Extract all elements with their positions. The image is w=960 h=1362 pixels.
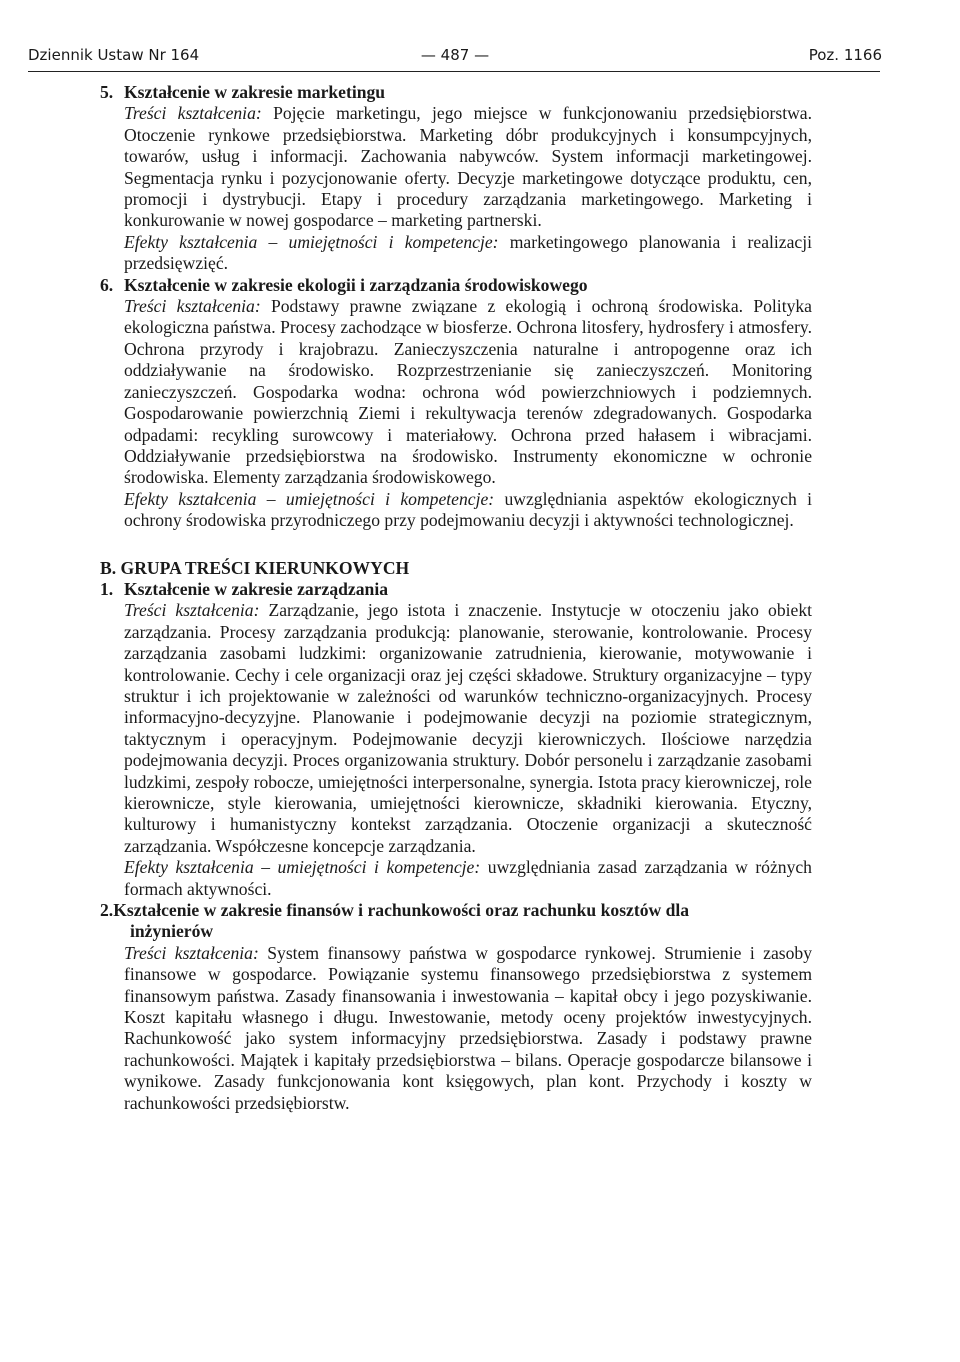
section-heading-6: 6. Kształcenie w zakresie ekologii i zarządzania środowiskowego <box>100 274 588 295</box>
header-rule <box>28 71 880 72</box>
section-6-content: Treści kształcenia: Podstawy prawne związane z ekologią i ochroną środowiska. Polityka ekologiczna państwa. Procesy zachodzące w biosferze. Ochrona litosfery, hydrosfery i atmosfery. Ochrona przyrody i krajobrazu. Zanieczyszczenia naturalne i antropogenne oraz ich oddziaływanie na środowisko. Rozprzestrzenianie się zanieczyszczeń. Monitoring zanieczyszczeń. Gospodarka wodna: ochrona wód powierzchniowych i podziemnych. Gospodarowanie powierzchnią Ziemi i rekultywacja terenów zdegradowanych. Gospodarka odpadami: recykling surowcowy i materiałowy. Ochrona przed hałasem i wibracjami. Oddziaływanie przedsiębiorstwa na środowisko. Instrumenty ekonomiczne w ochronie środowiska. Elementy zarządzania środowiskowego. <box>124 296 812 488</box>
page-header <box>28 46 882 68</box>
group-section-1-content: Treści kształcenia: Zarządzanie, jego istota i znaczenie. Instytucje w otoczeniu jako obiekt zarządzania. Procesy zarządzania produkcją: planowanie, sterowanie, kontrolowanie. Procesy zarządzania zasobami ludzkimi: organizowanie zatrudnienia, kierowanie, motywowanie i kontrolowanie. Cechy i cele organizacji oraz jej części składowe. Struktury organizacyjne – typy struktur i ich projektowanie w zależności od warunków techniczno-organizacyjnych. Procesy informacyjno-decyzyjne. Planowanie i podejmowanie decyzji na poziomie strategicznym, taktycznym i operacyjnym. Podejmowanie decyzji kierowniczych. Ilościowe narzędzia podejmowania decyzji. Proces organizowania struktury. Dobór personelu i zarządzanie zasobami ludzkimi, zespoły robocze, umiejętności interpersonalne, synergia. Istota pracy kierowniczej, role kierownicze, style kierowania, umiejętności kierownicze, składniki kierowania. Etyczny, kulturowy i humanistyczny kontekst zarządzania. Otoczenie organizacji a skuteczność zarządzania. Współczesne koncepcje zarządzania. <box>124 600 813 856</box>
section-5-content: Treści kształcenia: Pojęcie marketingu, jego miejsce w funkcjonowaniu przedsiębiorstwa. Otoczenie rynkowe przedsiębiorstwa. Marketing dóbr produkcyjnych i konsumpcyjnych, towarów, usług i informacji. Zachowania nabywców. System informacji marketingowej. Segmentacja rynku i pozycjonowanie oferty. Decyzje marketingowe dotyczące produktu, cen, promocji i dystrybucji. Etapy i procedury zarządzania marketingowego. Marketing i konkurowanie w nowej gospodarce – marketing partnerski. <box>124 103 812 231</box>
journal-name: Dziennik Ustaw Nr 164 <box>28 46 200 64</box>
section-heading-5: 5. Kształcenie w zakresie marketingu <box>100 82 386 102</box>
group-heading: B. GRUPA TREŚCI KIERUNKOWYCH <box>100 557 410 578</box>
group-section-2-content: Treści kształcenia: System finansowy państwa w gospodarce rynkowej. Strumienie i zasoby finansowe w gospodarce. Powiązanie systemu finansowego przedsiębiorstwa z systemem finansowym państwa. Zasady finansowania i inwestowania – kapitał obcy i jego pozyskiwanie. Koszt kapitału własnego i długu. Inwestowanie, metody oceny projektów inwestycyjnych. Rachunkowość jako system informacyjny przedsiębiorstwa. Zasady i podstawy prawne rachunkowości. Majątek i kapitały przedsiębiorstwa – bilans. Operacje gospodarcze bilansowe i wynikowe. Zasady funkcjonowania kont księgowych, plan kont. Przychody i koszty w rachunkowości przedsiębiorstw. <box>124 942 812 1113</box>
group-section-heading-1: 1. Kształcenie w zakresie zarządzania <box>100 578 389 599</box>
section-5-effects: Efekty kształcenia – umiejętności i kompetencje: marketingowego planowania i realizacji przedsięwzięć. <box>124 231 812 274</box>
document-body <box>100 82 812 1114</box>
group-section-1-effects: Efekty kształcenia – umiejętności i kompetencje: uwzględniania zasad zarządzania w różnych formach aktywności. <box>124 857 812 899</box>
group-section-heading-2: 2.Kształcenie w zakresie finansów i rachunkowości oraz rachunku kosztów dla <box>100 900 690 921</box>
section-6-effects: Efekty kształcenia – umiejętności i kompetencje: uwzględniania aspektów ekologicznych i ochrony środowiska przyrodniczego przy podejmowaniu decyzji i aktywności technologicznej. <box>124 488 812 531</box>
group-section-heading-2-cont: inżynierów <box>130 921 214 942</box>
position-number: Poz. 1166 <box>808 46 882 64</box>
page-number: — 487 — <box>420 46 490 64</box>
